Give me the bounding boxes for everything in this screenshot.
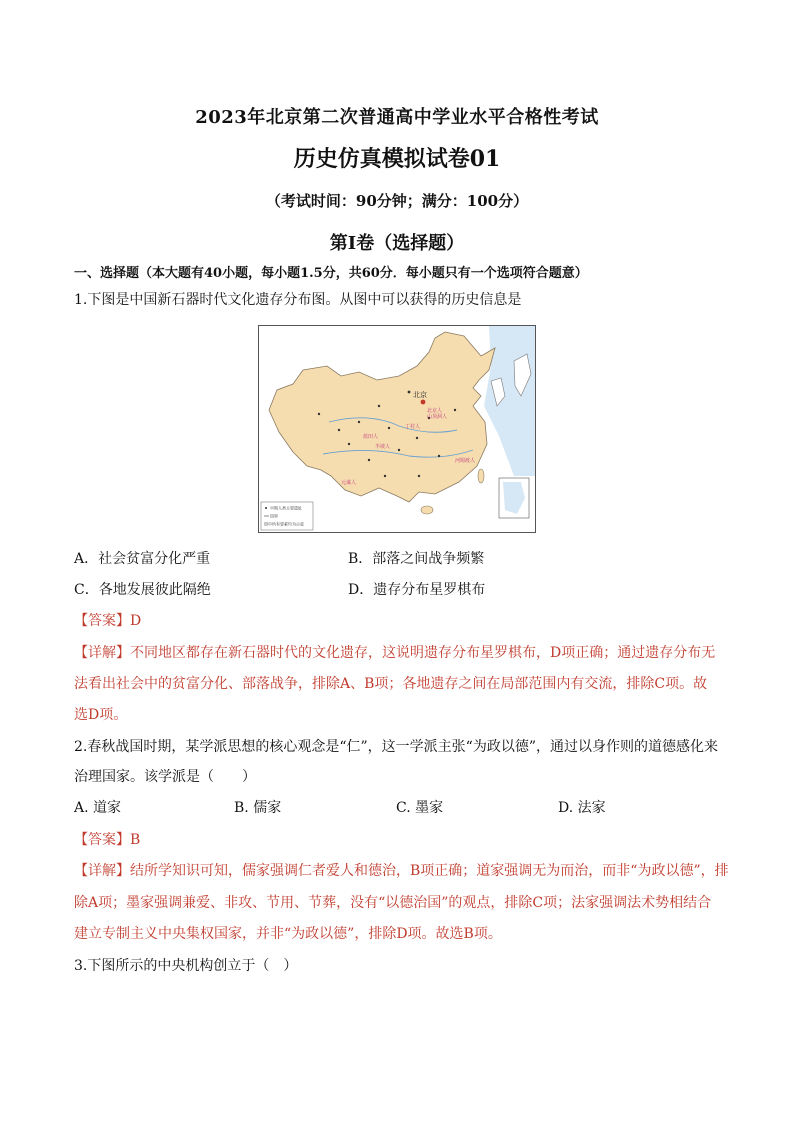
detail-text: 结所学知识可知，儒家强调仁者爱人和德治，B项正确；道家强调无为而治，而非“为政以德”，排 [130,863,729,879]
q2-option-c: C. 墨家 [396,800,444,816]
q1-option-a: A．社会贫富分化严重 [74,551,211,567]
q2-detail-line [74,861,734,881]
q2-option-d: D. 法家 [558,800,606,816]
legend-item: 国界 [270,513,278,519]
legend-item: 早期人类主要遗址 [270,505,302,511]
q2-stem: 治理国家。该学派是（ ） [74,769,256,785]
q1-detail-line: 法看出社会中的贫富分化、部落战争，排除A、B项；各地遗存之间在局部范围内有交流，排除C项。故 [74,676,708,692]
q2-option-a: A. 道家 [74,800,122,816]
q1-detail-line [74,643,734,663]
neolithic-sites-map [258,325,536,533]
q3-stem: 3.下图所示的中央机构创立于（ ） [74,958,298,974]
answer-tag: 【答案】 [74,832,130,848]
q2-answer [74,830,734,850]
volume-title: 第Ⅰ卷（选择题） [329,233,465,254]
q2-detail-line: 除A项；墨家强调兼爱、非攻、节用、节葬，没有“以德治国”的观点，排除C项；法家强调法术势相结合 [74,895,712,911]
culture-label: 半坡人 [375,444,391,450]
map-city-label: 北京 [413,391,427,399]
q1-answer [74,611,734,631]
paper-title: 历史仿真模拟试卷01 [293,146,501,172]
legend-item: 图中所有要素均为示意 [264,521,304,527]
q1-option-c: C．各地发展彼此隔绝 [74,582,211,598]
culture-label: 丁村人 [405,424,421,430]
q1-detail-line: 选D项。 [74,707,128,723]
culture-label: 北京人 [427,408,443,414]
exam-info: （考试时间：90分钟；满分：100分） [265,192,529,210]
q1-option-b: B．部落之间战争频繁 [348,551,485,567]
detail-tag: 【详解】 [74,863,130,879]
q2-option-b: B. 儒家 [234,800,282,816]
beijing-marker [421,400,426,405]
answer-value: D [130,613,142,629]
section-heading: 一、选择题（本大题有40小题，每小题1.5分，共60分．每小题只有一个选项符合题意） [74,266,588,281]
answer-tag: 【答案】 [74,613,130,629]
exam-title: 2023年北京第二次普通高中学业水平合格性考试 [195,107,599,128]
culture-label: 山顶洞人 [427,414,448,420]
q2-stem: 2.春秋战国时期，某学派思想的核心观念是“仁”，这一学派主张“为政以德”，通过以身作则的道德感化来 [74,739,718,755]
detail-tag: 【详解】 [74,645,130,661]
taiwan-shape [478,469,484,483]
detail-text: 不同地区都存在新石器时代的文化遗存，这说明遗存分布星罗棋布，D项正确；通过遗存分布无 [130,645,716,661]
culture-label: 河姆渡人 [455,458,476,464]
culture-label: 元谋人 [341,480,357,486]
answer-value: B [130,832,141,848]
hainan-shape [421,506,433,514]
q2-detail-line: 建立专制主义中央集权国家，并非“为政以德”，排除D项。故选B项。 [74,926,502,942]
culture-label: 蓝田人 [363,434,379,440]
q1-stem: 1.下图是中国新石器时代文化遗存分布图。从图中可以获得的历史信息是 [74,292,522,308]
q1-option-d: D．遗存分布星罗棋布 [348,582,486,598]
